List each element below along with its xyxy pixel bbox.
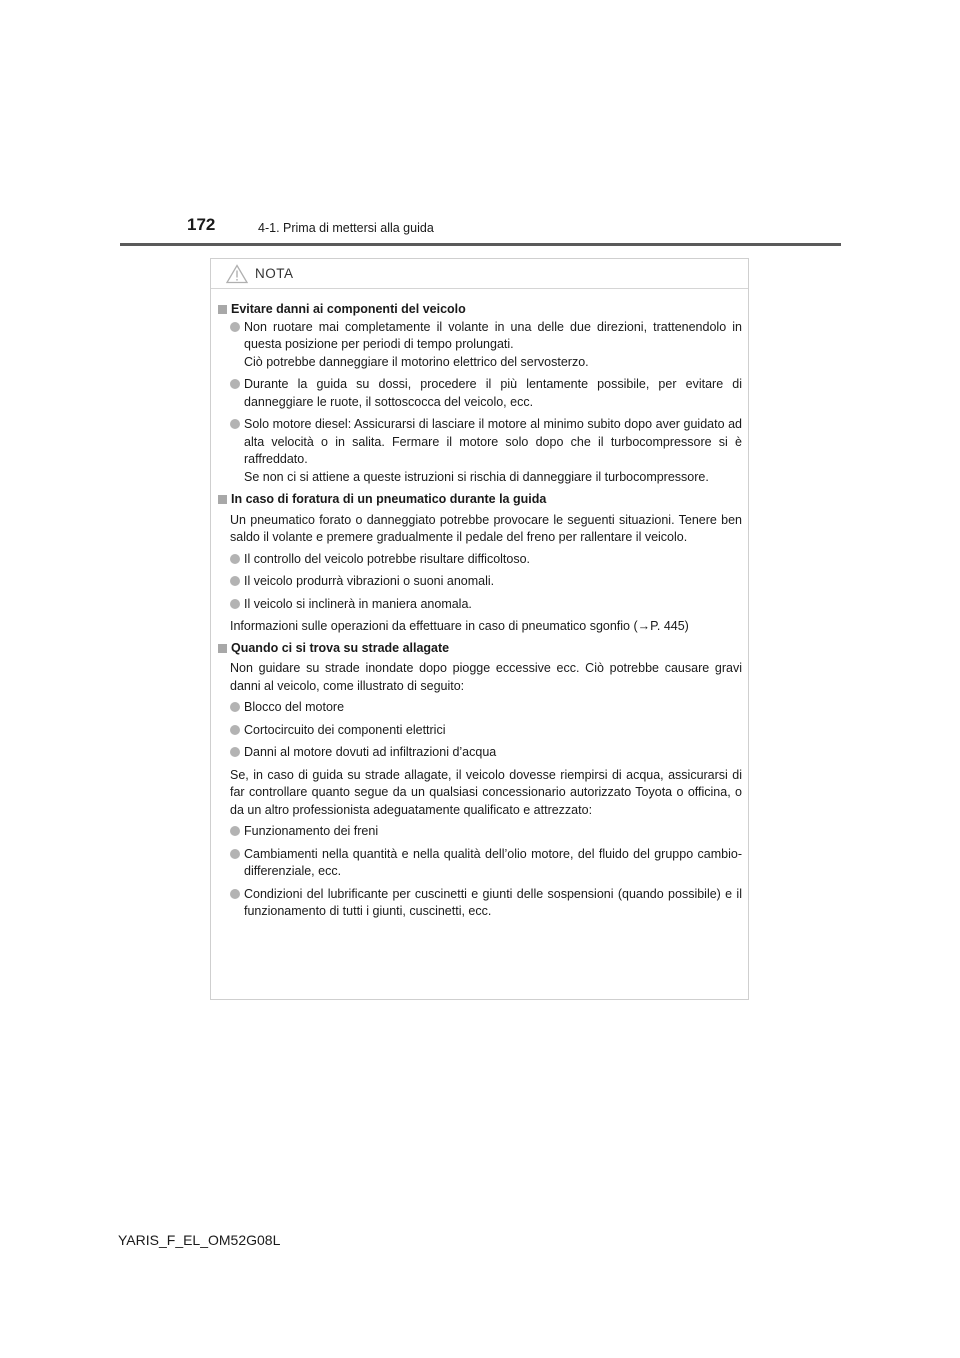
square-bullet-icon xyxy=(218,644,227,653)
circle-bullet-icon xyxy=(230,576,240,586)
note-body xyxy=(211,289,748,921)
circle-bullet-icon xyxy=(230,322,240,332)
list-item: Solo motore diesel: Assicurarsi di lasciare il motore al minimo subito dopo aver guidato ad alta velocità o in salita. Fermare il motore solo dopo che il turbocompressore si è raffreddato. Se non ci si attiene a queste istruzioni si rischia di danneggiare il turbocompressore. xyxy=(217,416,742,486)
circle-bullet-icon xyxy=(230,599,240,609)
paragraph: Un pneumatico forato o danneggiato potrebbe provocare le seguenti situazioni. Tenere ben saldo il volante e premere gradualmente il pedale del freno per rallentare il veicolo. xyxy=(230,512,742,544)
note-box xyxy=(210,258,749,1000)
list-item: Durante la guida su dossi, procedere il più lentamente possibile, per evitare di danneggiare le ruote, il sottoscocca del veicolo, ecc. xyxy=(217,376,742,411)
paragraph: Non guidare su strade inondate dopo piogge eccessive ecc. Ciò potrebbe causare gravi danni al veicolo, come illustrato di seguito: xyxy=(230,661,742,693)
square-bullet-icon xyxy=(218,495,227,504)
list-item: Il controllo del veicolo potrebbe risultare difficoltoso. xyxy=(217,551,742,569)
circle-bullet-icon xyxy=(230,849,240,859)
circle-bullet-icon xyxy=(230,747,240,757)
circle-bullet-icon xyxy=(230,725,240,735)
note-header xyxy=(211,259,748,289)
list-item: Il veicolo si inclinerà in maniera anomala. xyxy=(217,596,742,614)
square-bullet-icon xyxy=(218,305,227,314)
list-item: Blocco del motore xyxy=(217,699,742,717)
list-item: Cortocircuito dei componenti elettrici xyxy=(217,722,742,740)
section-heading: Quando ci si trova su strade allagate xyxy=(217,640,742,658)
circle-bullet-icon xyxy=(230,419,240,429)
note-title: NOTA xyxy=(255,266,294,281)
document-code: YARIS_F_EL_OM52G08L xyxy=(118,1232,281,1248)
section-title: 4-1. Prima di mettersi alla guida xyxy=(258,221,434,235)
header-rule xyxy=(120,243,841,246)
paragraph: Informazioni sulle operazioni da effettuare in caso di pneumatico sgonfio (→P. 445) xyxy=(230,619,689,633)
warning-triangle-icon xyxy=(226,264,248,284)
list-item: Funzionamento dei freni xyxy=(217,823,742,841)
paragraph: Se, in caso di guida su strade allagate, il veicolo dovesse riempirsi di acqua, assicurarsi di far controllare quanto segue da un qualsiasi concessionario autorizzato Toyota o officina, o da un altro professionista adeguatamente qualificato e attrezzato: xyxy=(230,767,742,817)
circle-bullet-icon xyxy=(230,889,240,899)
section-heading: Evitare danni ai componenti del veicolo xyxy=(217,301,742,319)
list-item: Condizioni del lubrificante per cuscinetti e giunti delle sospensioni (quando possibile) e il funzionamento di tutti i giunti, cuscinetti, ecc. xyxy=(217,886,742,921)
list-item: Non ruotare mai completamente il volante in una delle due direzioni, trattenendolo in questa posizione per periodi di tempo prolungati. Ciò potrebbe danneggiare il motorino elettrico del servosterzo. xyxy=(217,319,742,372)
list-item: Cambiamenti nella quantità e nella qualità dell’olio motore, del fluido del gruppo cambio-differenziale, ecc. xyxy=(217,846,742,881)
circle-bullet-icon xyxy=(230,379,240,389)
circle-bullet-icon xyxy=(230,702,240,712)
circle-bullet-icon xyxy=(230,554,240,564)
list-item: Danni al motore dovuti ad infiltrazioni d’acqua xyxy=(217,744,742,762)
list-item: Il veicolo produrrà vibrazioni o suoni anomali. xyxy=(217,573,742,591)
page-number: 172 xyxy=(187,215,216,234)
section-heading: In caso di foratura di un pneumatico durante la guida xyxy=(217,491,742,509)
circle-bullet-icon xyxy=(230,826,240,836)
